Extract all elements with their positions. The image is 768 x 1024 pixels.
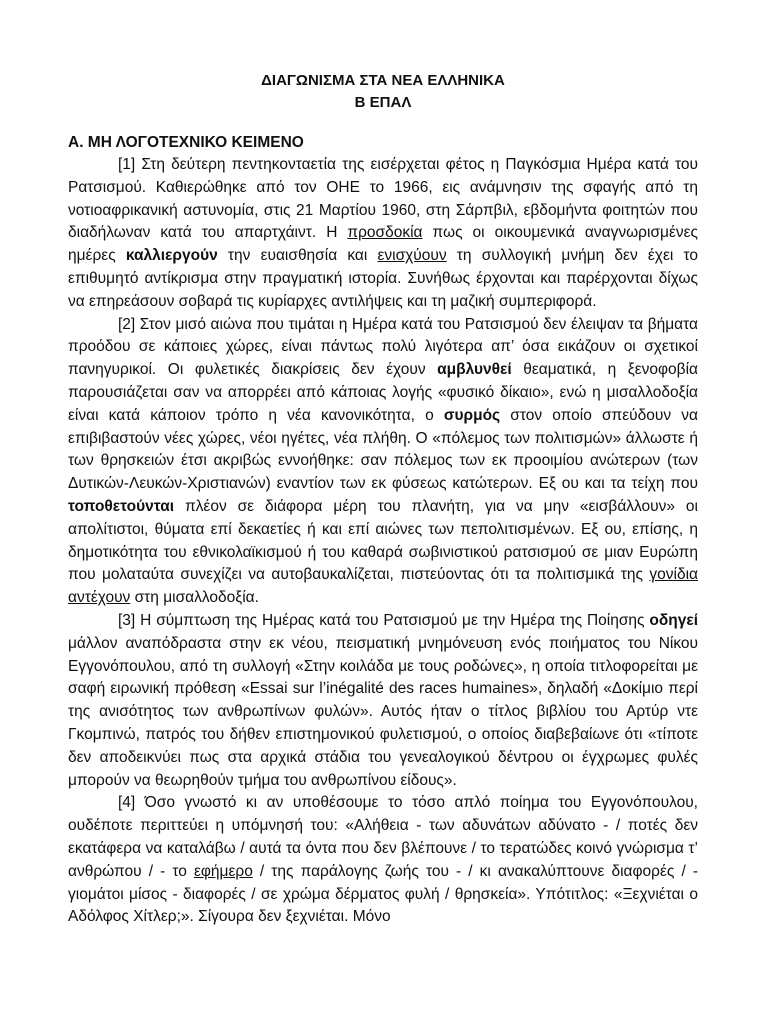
paragraph-3 bbox=[68, 610, 698, 792]
emphasized-term: τοποθετούνται bbox=[68, 497, 175, 515]
emphasized-term: οδηγεί bbox=[649, 611, 698, 629]
text-run: στον οποίο σπεύδουν να επιβιβαστούν νέες χώρες, νέοι ηγέτες, νέα πλήθη. Ο «πόλεμος των πολιτισμών» άλλωστε ή των θρησκειών έτσι ακριβώς εννοήθηκε: σαν πόλεμος των εκ προοιμίου ανώτερων (των Δυτικών-Λευκών-Χριστιανών) εναντίον των εκ φύσεως κατώτερων. Εξ ου και τα τείχη που bbox=[68, 406, 698, 493]
text-run: πως οι οικουμενικά αναγνωρισμένες ημέρες bbox=[68, 224, 698, 265]
text-run: τη συλλογική μνήμη δεν έχει το επιθυμητό αντίκρισμα στην πραγματική ιστορία. Συνήθως έρχονται και παρέρχονται δίχως να επηρεάσουν σοβαρά τις κυρίαρχες αντιλήψεις και τη μαζική συμπεριφορά. bbox=[68, 247, 698, 310]
body-text bbox=[68, 154, 698, 929]
document-subtitle: Β ΕΠΑΛ bbox=[354, 94, 412, 111]
text-run: [1] Στη δεύτερη πεντηκονταετία της εισέρχεται φέτος η Παγκόσμια Ημέρα κατά του Ρατσισμού. Καθιερώθηκε από τον ΟΗΕ το 1966, εις ανάμνησιν της σφαγής από τη νοτιοαφρικανική αστυνομία, στις 21 Μαρτίου 1960, στη Σάρπβιλ, εβδομήντα φοιτητών που διαδήλωναν κατά του απαρτχάιντ. Η bbox=[68, 156, 698, 242]
emphasized-term: αμβλυνθεί bbox=[437, 361, 512, 379]
text-run: θεαματικά, η ξενοφοβία παρουσιάζεται σαν να απορρέει από κάποιας λογής «φυσικό δίκαιο», ενώ η μισαλλοδοξία είναι κατά κάποιον τρόπο η νέα κανονικότητα, ο bbox=[68, 361, 698, 424]
text-run: [4] Όσο γνωστό κι αν υποθέσουμε το τόσο απλό ποίημα του Εγγονόπουλου, ουδέποτε περιττεύει η υπόμνησή του: «Αλήθεια - των αδυνάτων αδύνατο - / ποτές δεν εκατάφερα να καταλάβω / αυτά τα όντα που δεν βλέπουνε / το τερατώδες κοινό γνώρισμα τ’ ανθρώπου / - το bbox=[68, 794, 698, 880]
document-title: ΔΙΑΓΩΝΙΣΜΑ ΣΤΑ ΝΕΑ ΕΛΛΗΝΙΚΑ bbox=[261, 72, 505, 89]
paragraph-2 bbox=[68, 314, 698, 610]
underlined-term: εφήμερο bbox=[193, 862, 253, 880]
section-heading: Α. ΜΗ ΛΟΓΟΤΕΧΝΙΚΟ ΚΕΙΜΕΝΟ bbox=[68, 134, 304, 151]
emphasized-term: συρμός bbox=[443, 406, 501, 424]
underlined-term: ενισχύουν bbox=[377, 247, 447, 265]
text-run: [3] Η σύμπτωση της Ημέρας κατά του Ρατσισμού με την Ημέρα της Ποίησης bbox=[118, 611, 650, 629]
text-run: πλέον σε διάφορα μέρη του πλανήτη, για να μην «εισβάλλουν» οι απολίτιστοι, θύματα επί δεκαετίες ή και επί αιώνες των πεπολιτισμένων. Εξ ου, επίσης, η δημοτικότητα του εθνικολαϊκισμού ή του καθαρά σωβινιστικού ρατσισμού σε μιαν Ευρώπη που μολαταύτα συνεχίζει να αυτοβαυκαλίζεται, πιστεύοντας ότι τα πολιτισμικά της bbox=[68, 497, 698, 584]
paragraph-4 bbox=[68, 792, 698, 929]
emphasized-term: καλλιεργούν bbox=[125, 247, 218, 265]
underlined-term: γονίδια αντέχουν bbox=[68, 566, 698, 607]
text-run: στη μισαλλοδοξία. bbox=[130, 589, 259, 607]
text-run: [2] Στον μισό αιώνα που τιμάται η Ημέρα κατά του Ρατσισμού δεν έλειψαν τα βήματα προόδου σε κάποιες χώρες, είναι πάντως πολύ λιγότερα απ’ όσα εικάζουν οι σχετικοί πανηγυρικοί. Οι φυλετικές διακρίσεις δεν έχουν bbox=[68, 315, 698, 379]
text-run: την ευαισθησία και bbox=[217, 247, 378, 265]
paragraph-1 bbox=[68, 154, 698, 314]
text-run: μάλλον αναπόδραστα στην εκ νέου, πεισματική μνημόνευση ενός ποιήματος του Νίκου Εγγονόπουλου, από τη συλλογή «Στην κοιλάδα με τους ροδώνες», η οποία τιτλοφορείται με σαφή ειρωνική πρόθεση «Essai sur l’inégalité des races humaines», δηλαδή «Δοκίμιο περί της ανισότητος των ανθρωπίνων φυλών». Αυτός ήταν ο τίτλος βιβλίου του Αρτύρ ντε Γκομπινώ, πατρός του δήθεν επιστημονικού φυλετισμού, ο οποίος διαβεβαίωνε ότι «τίποτε δεν αποδεικνύει πως στα αρχικά στάδια του γενεαλογικού δέντρου οι έγχρωμες φυλές μπορούν να θεωρηθούν τμήμα του ανθρωπίνου είδους». bbox=[68, 634, 698, 789]
underlined-term: προσδοκία bbox=[347, 224, 423, 242]
text-run: / της παράλογης ζωής του - / κι ανακαλύπτουνε διαφορές / - γιομάτοι μίσος - διαφορές / σε χρώμα δέρματος φυλή / θρησκεία». Υπότιτλος: «Ξεχνιέται ο Αδόλφος Χίτλερ;». Σίγουρα δεν ξεχνιέται. Μόνο bbox=[68, 862, 698, 926]
